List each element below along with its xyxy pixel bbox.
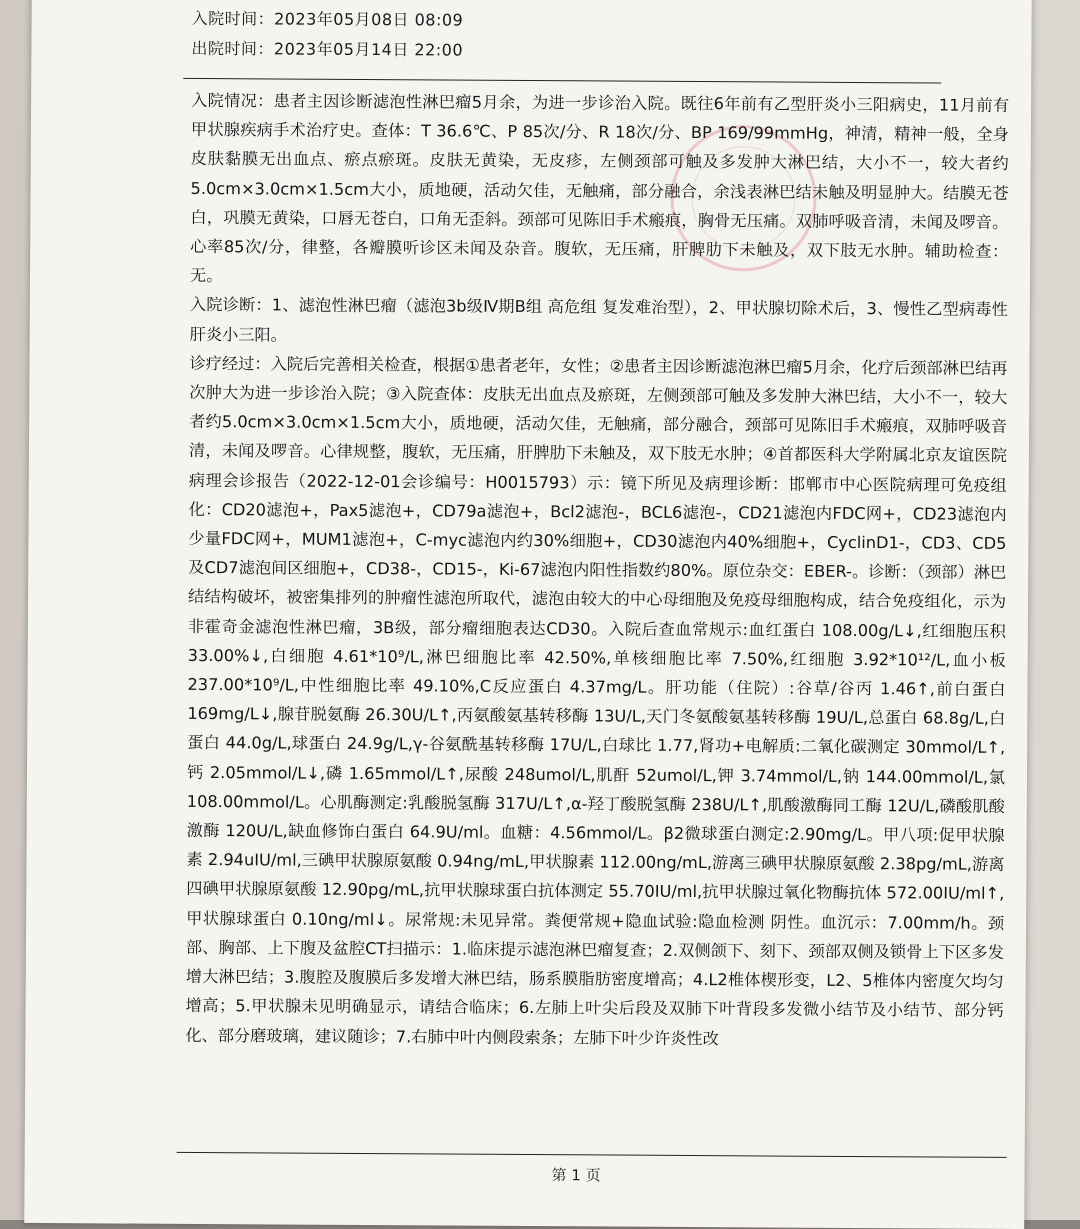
discharge-time: 出院时间：2023年05月14日 22:00 [191,38,464,60]
treatment-course-paragraph: 诊疗经过：入院后完善相关检查，根据①患者老年，女性；②患者主因诊断滤泡淋巴瘤5月余，化疗后颈部淋巴结再次肿大为进一步诊治入院；③入院查体：皮肤无出血点及瘀斑，左侧颈部可触及多发肿大淋巴结，大小不一，较大者约5.0cm×3.0cm×1.5cm大小，质地硬，活动欠佳，无触痛，部分融合，颈部可见陈旧手术瘢痕，双肺呼吸音清，未闻及啰音。心律规整，腹软，无压痛，肝脾肋下未触及，双下肢无水肿；④首都医科大学附属北京友谊医院病理会诊报告（2022-12-01会诊编号：H0015793）示：镜下所见及病理诊断：邯郸市中心医院病理可免疫组化：CD20滤泡+，Pax5滤泡+，CD79a滤泡+，Bcl2滤泡-，BCL6滤泡-，CD21滤泡内FDC网+，CD23滤泡内少量FDC网+，MUM1滤泡+，C-myc滤泡内约30%细胞+，CD30滤泡内40%细胞+，CyclinD1-，CD3、CD5及CD7滤泡间区细胞+，CD38-，CD15-，Ki-67滤泡内阳性指数约80%。原位杂交：EBER-。诊断：（颈部）淋巴结结构破坏，被密集排列的肿瘤性滤泡所取代，滤泡由较大的中心母细胞及免疫母细胞构成，结合免疫组化，示为非霍奇金滤泡性淋巴瘤，3B级，部分瘤细胞表达CD30。入院后查血常规示:血红蛋白 108.00g/L↓,红细胞压积 33.00%↓,白细胞 4.61*10⁹/L,淋巴细胞比率 42.50%,单核细胞比率 7.50%,红细胞 3.92*10¹²/L,血小板 237.00*10⁹/L,中性细胞比率 49.10%,C反应蛋白 4.37mg/L。肝功能（住院）:谷草/谷丙 1.46↑,前白蛋白 169mg/L↓,腺苷脱氨酶 26.30U/L↑,丙氨酸氨基转移酶 13U/L,天门冬氨酸氨基转移酶 19U/L,总蛋白 68.8g/L,白蛋白 44.0g/L,球蛋白 24.9g/L,γ-谷氨酰基转移酶 17U/L,白球比 1.77,肾功+电解质:二氧化碳测定 30mmol/L↑,钙 2.05mmol/L↓,磷 1.65mmol/L↑,尿酸 248umol/L,肌酐 52umol/L,钾 3.74mmol/L,钠 144.00mmol/L,氯 108.00mmol/L。心肌酶测定:乳酸脱氢酶 317U/L↑,α-羟丁酸脱氢酶 238U/L↑,肌酸激酶同工酶 12U/L,磷酸肌酸激酶 120U/L,缺血修饰白蛋白 64.9U/ml。血糖：4.56mmol/L。β2微球蛋白测定:2.90mg/L。甲八项:促甲状腺素 2.94uIU/ml,三碘甲状腺原氨酸 0.94ng/mL,甲状腺素 112.00ng/mL,游离三碘甲状腺原氨酸 2.38pg/mL,游离四碘甲状腺原氨酸 12.90pg/mL,抗甲状腺球蛋白抗体测定 55.70IU/ml,抗甲状腺过氧化物酶抗体 572.00IU/ml↑,甲状腺球蛋白 0.10ng/ml↓。尿常规:未见异常。粪便常规+隐血试验:隐血检测 阴性。血沉示：7.00mm/h。颈部、胸部、上下腹及盆腔CT扫描示：1.临床提示滤泡淋巴瘤复查；2.双侧颌下、刻下、颈部双侧及锁骨上下区多发增大淋巴结；3.腹腔及腹膜后多发增大淋巴结，肠系膜脂肪密度增高；4.L2椎体楔形变，L2、5椎体内密度欠均匀增高；5.甲状腺未见明确显示，请结合临床；6.左肺上叶尖后段及双肺下叶背段多发微小结节及小结节、部分钙化、部分磨玻璃，建议随诊；7.右肺中叶内侧段索条；左肺下叶少许炎性改 [185,353,1008,1048]
footer-divider [177,1152,1007,1158]
divider [183,78,941,84]
admission-diagnosis-paragraph: 入院诊断：1、滤泡性淋巴瘤（滤泡3b级Ⅳ期B组 高危组 复发难治型），2、甲状腺切除术后，3、慢性乙型病毒性肝炎小三阳。 [189,295,1008,345]
page-number: 第 1 页 [551,1166,601,1185]
admission-time: 入院时间：2023年05月08日 08:09 [191,8,464,30]
admission-status-paragraph: 入院情况：患者主因诊断滤泡性淋巴瘤5月余，为进一步诊治入院。既往6年前有乙型肝炎小三阳病史，11月前有甲状腺疾病手术治疗史。查体：T 36.6℃、P 85次/分、R 18次/分、BP 169/99mmHg，神清，精神一般，全身皮肤黏膜无出血点、瘀点瘀斑。皮肤无黄染，无皮疹，左侧颈部可触及多发肿大淋巴结，大小不一，较大者约5.0cm×3.0cm×1.5cm大小，质地硬，活动欠佳，无触痛，部分融合，余浅表淋巴结未触及明显肿大。结膜无苍白，巩膜无黄染，口唇无苍白，口角无歪斜。颈部可见陈旧手术瘢痕，胸骨无压痛。双肺呼吸音清，未闻及啰音。心率85次/分，律整，各瓣膜听诊区未闻及杂音。腹软，无压痛，肝脾肋下未触及，双下肢无水肿。辅助检查：无。 [189,90,1010,286]
document-body [185,86,1009,1055]
document-page [24,0,1032,1229]
